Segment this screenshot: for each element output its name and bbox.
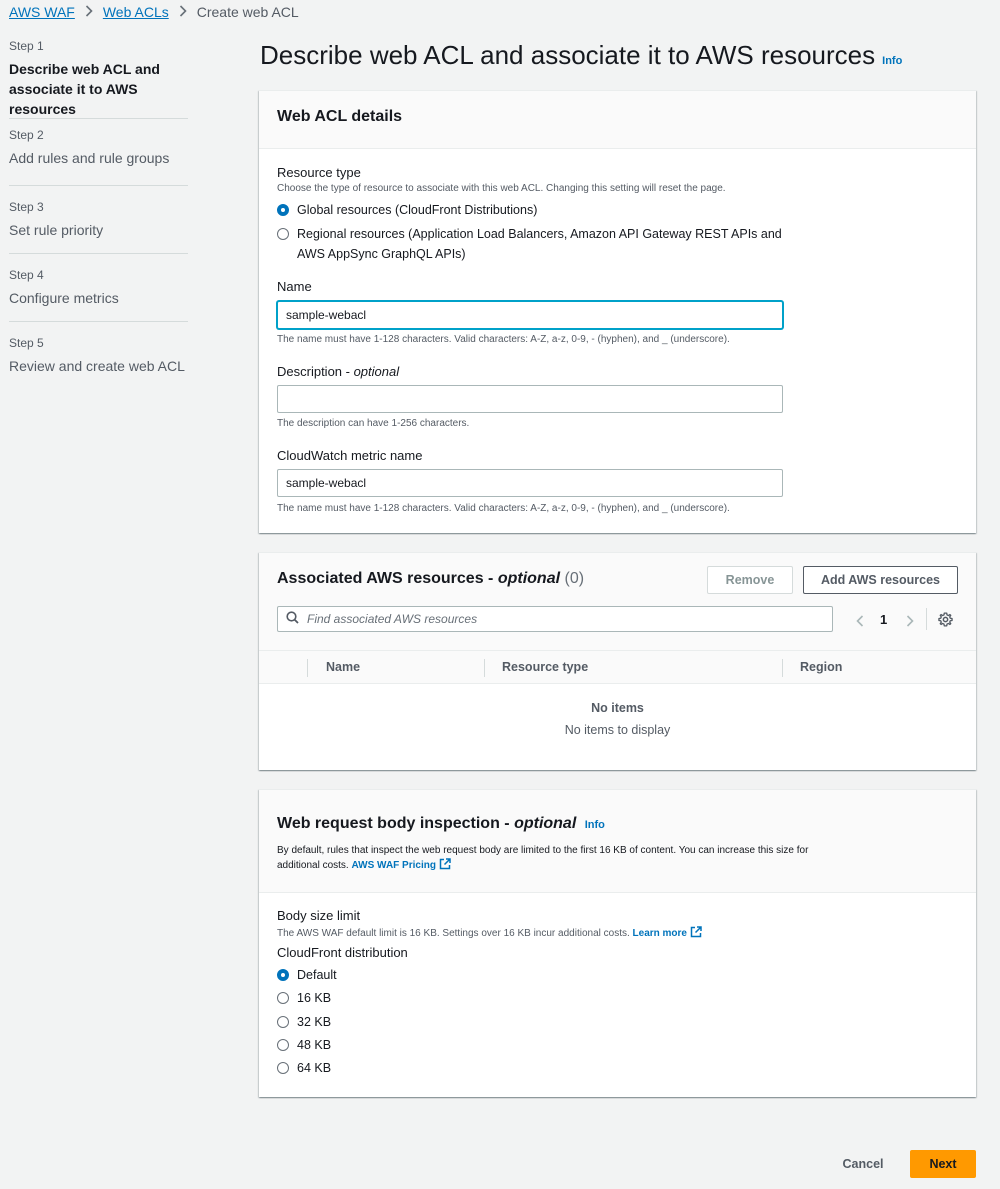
panel-title-text: Web request body inspection -	[277, 815, 515, 832]
wizard-step-3	[9, 186, 189, 253]
radio-global-resources[interactable]	[277, 200, 537, 220]
page-title-text: Describe web ACL and associate it to AWS resources	[260, 40, 876, 70]
learn-more-text: Learn more	[632, 928, 687, 939]
description-label	[277, 364, 399, 379]
remove-button[interactable]: Remove	[707, 566, 793, 594]
radio-label: 64 KB	[297, 1061, 332, 1075]
breadcrumb	[9, 4, 299, 20]
column-header-name[interactable]: Name	[326, 660, 361, 674]
optional-marker: optional	[497, 570, 561, 587]
chevron-right-icon	[179, 4, 187, 20]
radio-button[interactable]	[277, 1016, 289, 1028]
step-number: Step 3	[9, 200, 44, 214]
inspection-description	[277, 844, 817, 875]
search-input[interactable]: Find associated AWS resources	[307, 612, 478, 626]
panel-title: Web ACL details	[277, 108, 403, 125]
metric-name-label: CloudWatch metric name	[277, 448, 423, 463]
radio-button[interactable]	[277, 1039, 289, 1051]
step-number: Step 5	[9, 336, 44, 350]
wizard-steps-nav	[9, 38, 189, 382]
breadcrumb-link-aws-waf[interactable]: AWS WAF	[9, 4, 75, 20]
radio-16kb[interactable]	[277, 988, 331, 1008]
radio-button[interactable]	[277, 228, 289, 240]
wizard-step-4	[9, 254, 189, 321]
external-link-icon	[690, 926, 702, 941]
panel-title	[277, 570, 584, 588]
info-link[interactable]: Info	[882, 55, 903, 67]
radio-label: Default	[297, 968, 337, 982]
resource-count: (0)	[564, 570, 585, 587]
step-title: Set rule priority	[9, 222, 104, 238]
learn-more-link[interactable]	[633, 928, 702, 939]
step-number: Step 4	[9, 268, 44, 282]
step-number: Step 1	[9, 39, 44, 53]
radio-button[interactable]	[277, 992, 289, 1004]
info-link[interactable]: Info	[584, 819, 605, 831]
optional-marker: optional	[514, 815, 577, 832]
radio-48kb[interactable]	[277, 1035, 331, 1055]
description-input[interactable]	[277, 385, 783, 413]
description-label-text: Description -	[277, 364, 354, 379]
radio-button[interactable]	[277, 1062, 289, 1074]
column-divider	[782, 659, 783, 677]
panel-header	[259, 91, 976, 149]
empty-state	[259, 701, 976, 737]
step-title: Configure metrics	[9, 290, 119, 306]
chevron-right-icon	[85, 4, 93, 20]
name-constraint-text: The name must have 1-128 characters. Valid characters: A-Z, a-z, 0-9, - (hyphen), and _ (underscore).	[277, 334, 730, 345]
gear-icon[interactable]	[938, 612, 953, 630]
wizard-step-1	[9, 38, 189, 118]
name-input[interactable]	[277, 301, 783, 329]
cancel-button[interactable]: Cancel	[830, 1150, 896, 1178]
step-number: Step 2	[9, 128, 44, 142]
empty-state-title: No items	[591, 701, 644, 715]
column-header-region[interactable]: Region	[800, 660, 843, 674]
page-title	[260, 40, 902, 71]
step-title: Review and create web ACL	[9, 358, 185, 374]
radio-64kb[interactable]	[277, 1058, 331, 1078]
name-label: Name	[277, 279, 312, 294]
search-icon	[286, 611, 299, 627]
associated-resources-panel	[259, 552, 976, 770]
metric-name-input[interactable]	[277, 469, 783, 497]
body-inspection-panel	[259, 789, 976, 1097]
add-aws-resources-button[interactable]: Add AWS resources	[803, 566, 958, 594]
breadcrumb-current: Create web ACL	[196, 4, 299, 20]
optional-marker: optional	[353, 364, 400, 379]
table-header	[259, 650, 976, 684]
description-constraint-text: The description can have 1-256 characters.	[277, 418, 470, 429]
inspection-description-text: By default, rules that inspect the web request body are limited to the first 16 KB of content. You can increase this size for additional costs.	[277, 845, 809, 871]
page-number[interactable]: 1	[880, 612, 888, 627]
radio-default[interactable]	[277, 965, 337, 985]
resource-type-description: Choose the type of resource to associate with this web ACL. Changing this setting will reset the page.	[277, 183, 726, 194]
cloudfront-distribution-label: CloudFront distribution	[277, 945, 408, 960]
column-header-resource-type[interactable]: Resource type	[502, 660, 589, 674]
panel-title-text: Associated AWS resources -	[277, 570, 498, 587]
panel-header	[259, 553, 976, 650]
metric-name-constraint-text: The name must have 1-128 characters. Valid characters: A-Z, a-z, 0-9, - (hyphen), and _ (underscore).	[277, 503, 730, 514]
step-title: Add rules and rule groups	[9, 150, 170, 166]
resource-type-label: Resource type	[277, 165, 361, 180]
panel-title	[277, 815, 958, 833]
radio-label: Global resources (CloudFront Distributions)	[297, 203, 538, 217]
pricing-link-text: AWS WAF Pricing	[351, 860, 436, 871]
radio-button-checked[interactable]	[277, 969, 289, 981]
step-title: Describe web ACL and associate it to AWS resources	[9, 61, 160, 117]
radio-regional-resources[interactable]	[277, 224, 797, 264]
search-box[interactable]	[277, 606, 833, 632]
radio-label: 16 KB	[297, 991, 332, 1005]
radio-32kb[interactable]	[277, 1012, 331, 1032]
empty-state-description: No items to display	[564, 723, 671, 737]
breadcrumb-link-web-acls[interactable]: Web ACLs	[102, 4, 169, 20]
wizard-step-2	[9, 119, 189, 185]
previous-page-icon[interactable]	[856, 614, 864, 630]
wizard-step-5	[9, 322, 189, 382]
aws-waf-pricing-link[interactable]	[352, 860, 451, 871]
column-divider	[307, 659, 308, 677]
body-size-limit-description-text: The AWS WAF default limit is 16 KB. Settings over 16 KB incur additional costs.	[277, 928, 630, 939]
body-size-limit-label: Body size limit	[277, 908, 361, 923]
radio-label: 32 KB	[297, 1015, 332, 1029]
next-page-icon[interactable]	[906, 614, 914, 630]
web-acl-details-panel	[259, 90, 976, 533]
radio-label: 48 KB	[297, 1038, 332, 1052]
column-divider	[484, 659, 485, 677]
panel-header	[259, 790, 976, 893]
external-link-icon	[439, 858, 451, 875]
radio-label: Regional resources (Application Load Balancers, Amazon API Gateway REST APIs and AWS AppSync GraphQL APIs)	[297, 227, 782, 261]
body-size-limit-description	[277, 926, 702, 941]
next-button[interactable]: Next	[910, 1150, 976, 1178]
pagination-divider	[926, 608, 927, 630]
radio-button-checked[interactable]	[277, 204, 289, 216]
